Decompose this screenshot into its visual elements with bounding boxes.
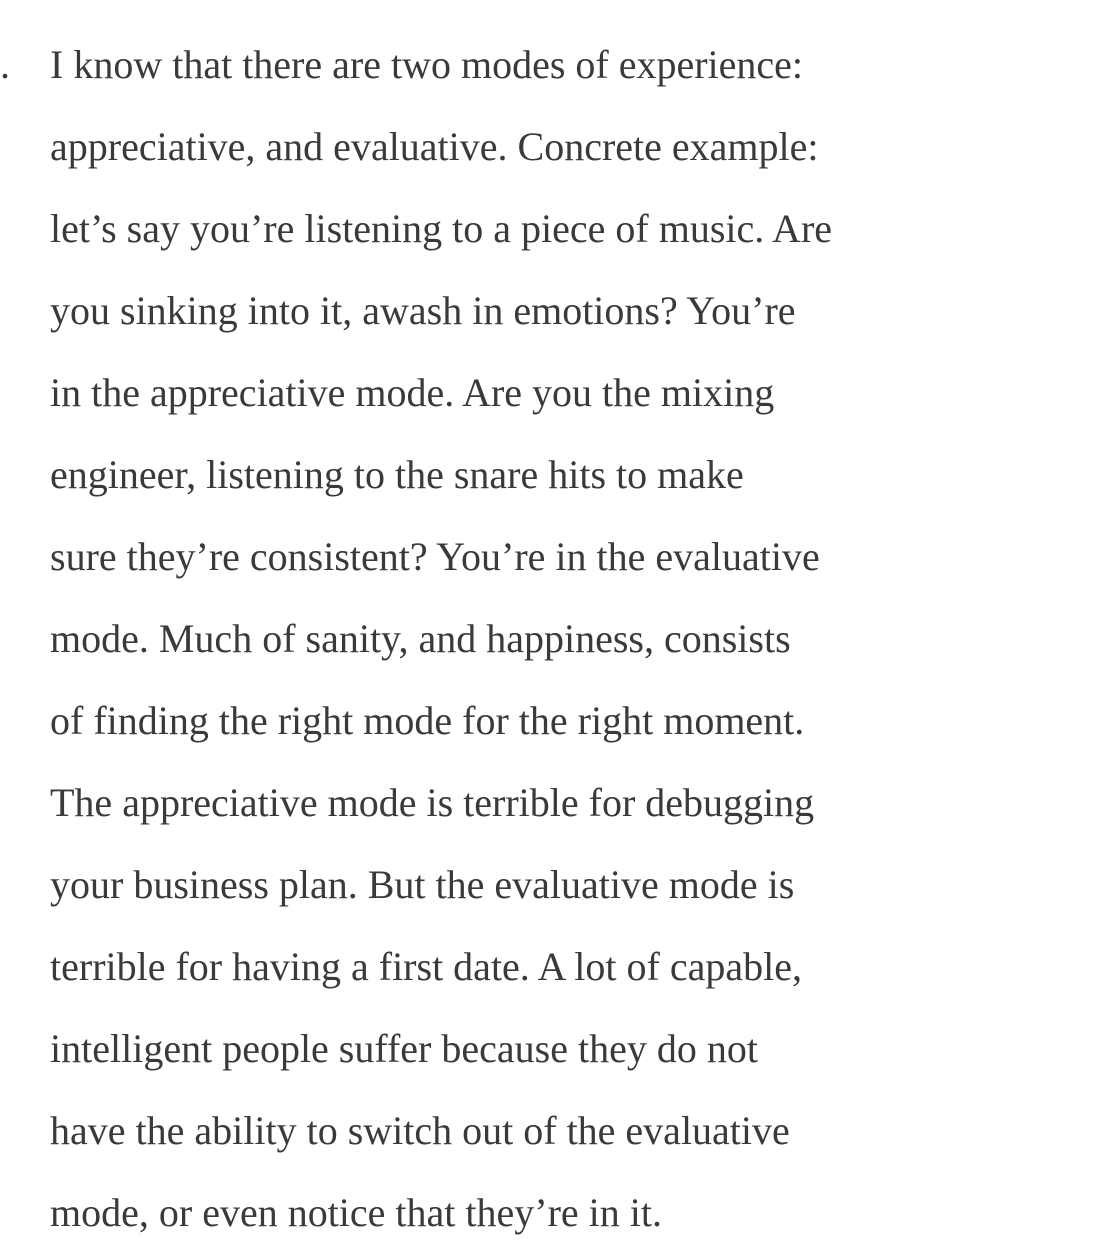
paragraph-line: your business plan. But the evaluative mode is (50, 862, 795, 907)
paragraph-line: in the appreciative mode. Are you the mixing (50, 370, 775, 415)
paragraph (50, 24, 1110, 1254)
paragraph-line: sure they’re consistent? You’re in the evaluative (50, 534, 820, 579)
paragraph-line: I know that there are two modes of experience: (50, 42, 804, 87)
paragraph-line: mode. Much of sanity, and happiness, consists (50, 616, 791, 661)
paragraph-line: have the ability to switch out of the evaluative (50, 1108, 790, 1153)
paragraph-line: engineer, listening to the snare hits to make (50, 452, 744, 497)
paragraph-line: let’s say you’re listening to a piece of music. Are (50, 206, 833, 251)
paragraph-line: of finding the right mode for the right moment. (50, 698, 805, 743)
paragraph-line: mode, or even notice that they’re in it. (50, 1190, 663, 1235)
list-marker: . (0, 42, 10, 87)
paragraph-line: intelligent people suffer because they do not (50, 1026, 758, 1071)
paragraph-line: The appreciative mode is terrible for debugging (50, 780, 815, 825)
paragraph-line: you sinking into it, awash in emotions? You’re (50, 288, 796, 333)
paragraph-line: terrible for having a first date. A lot of capable, (50, 944, 802, 989)
paragraph-line: appreciative, and evaluative. Concrete example: (50, 124, 819, 169)
